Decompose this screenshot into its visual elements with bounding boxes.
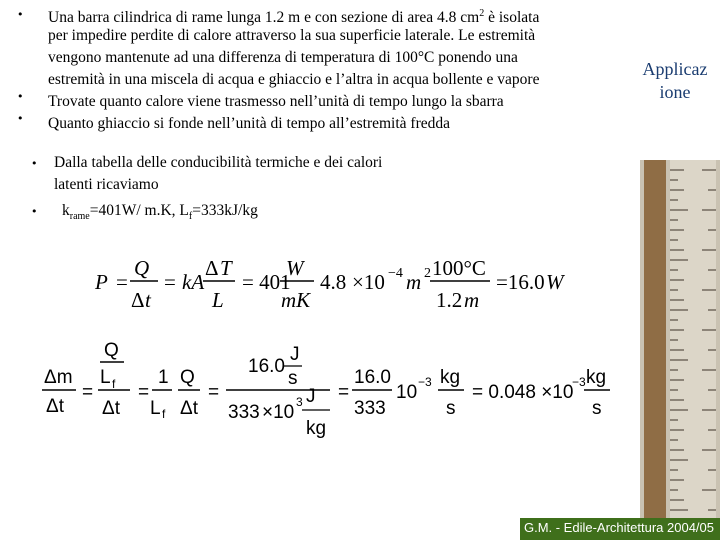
svg-text:m: m [406, 270, 422, 294]
svg-text:×10: ×10 [262, 402, 295, 423]
ice-melt-equation [40, 338, 620, 448]
svg-text:Δ: Δ [131, 288, 145, 312]
svg-text:16.0: 16.0 [248, 356, 285, 377]
bullet-icon: • [31, 205, 38, 218]
footer-bar [520, 518, 720, 540]
svg-text:= 401: = 401 [242, 270, 291, 294]
svg-text:2: 2 [424, 266, 431, 281]
svg-text:1.2: 1.2 [436, 288, 463, 312]
svg-text:=: = [338, 382, 350, 403]
bullet-icon: • [31, 157, 38, 170]
svg-text:L: L [212, 288, 224, 312]
data-line: latenti ricaviamo [54, 176, 159, 193]
footer-text: G.M. - Edile-Architettura 2004/05 [523, 520, 714, 535]
svg-text:J: J [306, 386, 316, 407]
svg-text:Δt: Δt [102, 398, 120, 419]
svg-text:−3: −3 [418, 375, 432, 389]
svg-text:333: 333 [228, 402, 260, 423]
svg-text:J: J [290, 344, 300, 365]
svg-text:kg: kg [440, 367, 461, 388]
svg-text:t: t [145, 288, 151, 312]
svg-text:m: m [464, 288, 480, 312]
svg-text:=: = [208, 382, 220, 403]
svg-text:Q: Q [104, 340, 119, 361]
svg-text:=: = [82, 382, 94, 403]
ruler-image [640, 160, 720, 518]
svg-text:Q: Q [134, 256, 150, 280]
problem-line: Quanto ghiaccio si fonde nell’unità di tempo all’estremità fredda [48, 115, 451, 132]
svg-text:L: L [150, 398, 161, 419]
slide-title: Applicaz ione [642, 59, 708, 102]
problem-line: vengono mantenute ad una differenza di temperatura di 100°C ponendo una [48, 49, 518, 66]
problem-line: estremità in una miscela di acqua e ghiaccio e l’altra in acqua bollente e vapore [48, 71, 540, 88]
svg-text:1: 1 [158, 367, 169, 388]
svg-text:−3: −3 [572, 375, 586, 389]
data-line: Dalla tabella delle conducibilità termiche e dei calori [54, 154, 383, 171]
bullet-icon: • [17, 90, 24, 103]
svg-text:L: L [100, 367, 111, 388]
svg-text:10: 10 [396, 382, 418, 403]
svg-text:s: s [592, 398, 602, 419]
svg-text:s: s [446, 398, 456, 419]
svg-text:kA: kA [182, 270, 205, 294]
svg-text:Q: Q [180, 367, 195, 388]
svg-text:−4: −4 [388, 266, 403, 281]
svg-text:Δm: Δm [44, 367, 73, 388]
svg-text:100°C: 100°C [432, 256, 486, 280]
svg-text:3: 3 [296, 395, 303, 409]
svg-text:W: W [286, 256, 304, 280]
svg-text:W: W [546, 270, 564, 294]
svg-text:= 0.048 ×10: = 0.048 ×10 [472, 382, 574, 403]
svg-text:f: f [162, 407, 166, 421]
svg-text:Δt: Δt [46, 396, 64, 417]
svg-text:=: = [164, 270, 176, 294]
svg-text:T: T [220, 256, 232, 280]
svg-text:s: s [288, 368, 298, 389]
svg-text:=: = [116, 270, 128, 294]
conductivity-data: $k_{rame}=401W/$ m.K, $L_f=333kJ/kg$ [62, 202, 258, 223]
svg-text:Δt: Δt [180, 398, 198, 419]
bullet-icon: • [17, 112, 24, 125]
problem-line: Trovate quanto calore viene trasmesso nell’unità di tempo lungo la sbarra [48, 93, 504, 110]
svg-text:kg: kg [586, 367, 607, 388]
heat-flow-equation [90, 255, 564, 315]
svg-text:f: f [112, 377, 116, 391]
svg-text:×10: ×10 [352, 270, 385, 294]
svg-text:kg: kg [306, 418, 327, 439]
svg-text:mK: mK [281, 288, 311, 312]
svg-text:333: 333 [354, 398, 386, 419]
problem-line: Una barra cilindrica di rame lunga 1.2 m e con sezione di area 4.8 $cm^2$ è isolata [48, 8, 540, 27]
svg-text:P: P [95, 270, 108, 294]
svg-text:=16.0: =16.0 [496, 270, 545, 294]
problem-line: per impedire perdite di calore attraverso la sua superficie laterale. Le estremità [48, 27, 536, 44]
svg-text:4.8: 4.8 [320, 270, 347, 294]
svg-text:16.0: 16.0 [354, 367, 391, 388]
svg-text:Δ: Δ [205, 256, 219, 280]
bullet-icon: • [17, 8, 24, 21]
svg-text:=: = [138, 382, 150, 403]
